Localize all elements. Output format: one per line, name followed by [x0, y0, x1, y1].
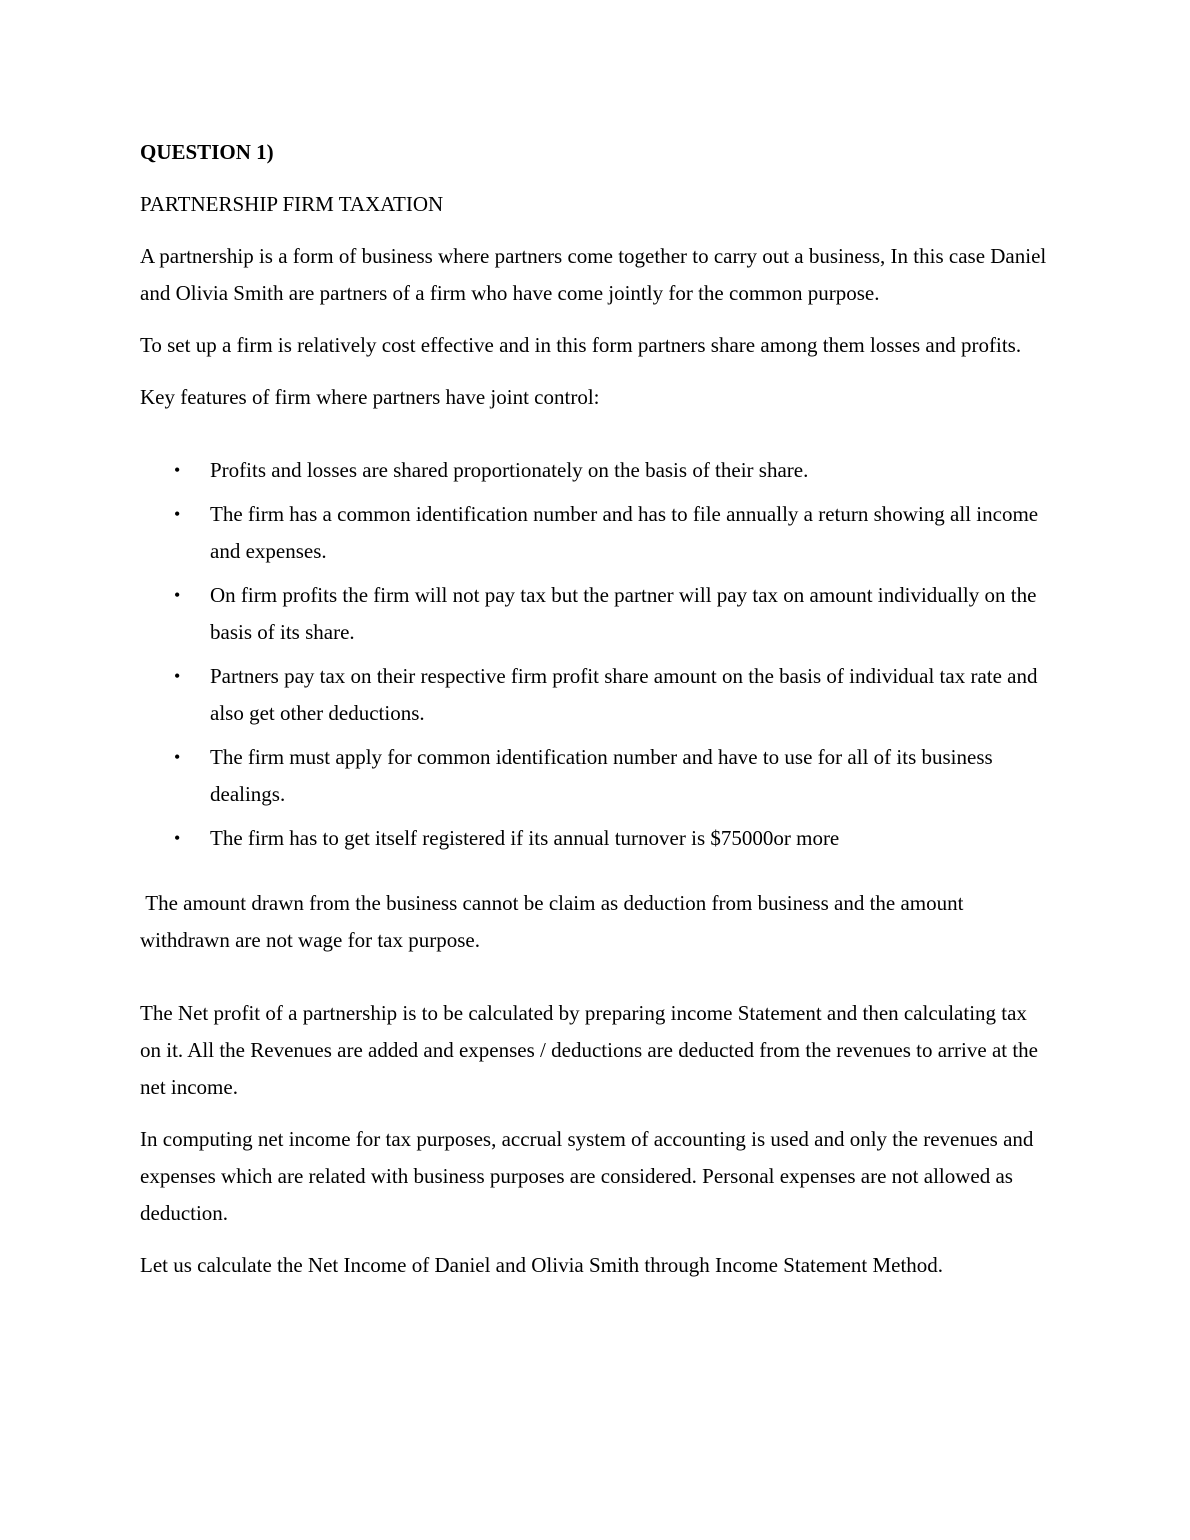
intro-paragraph-3: Key features of firm where partners have joint control: [140, 385, 600, 409]
bullet-icon: • [174, 460, 181, 480]
question-heading: QUESTION 1) [140, 140, 274, 164]
list-item [140, 739, 1050, 813]
list-item-text: The firm has a common identification number and has to file annually a return showing all income and expenses. [210, 502, 1039, 563]
list-item-text: Profits and losses are shared proportionately on the basis of their share. [210, 458, 809, 482]
section-title: PARTNERSHIP FIRM TAXATION [140, 192, 444, 216]
key-features-list [140, 452, 1050, 857]
document-body [140, 134, 1050, 1299]
bullet-icon: • [174, 504, 181, 524]
spacer [140, 974, 1050, 995]
intro-paragraph-2: To set up a firm is relatively cost effective and in this form partners share among them losses and profits. [140, 333, 1022, 357]
bullet-icon: • [174, 747, 181, 767]
list-item-text: The firm has to get itself registered if its annual turnover is $75000or more [210, 826, 840, 850]
list-item [140, 496, 1050, 570]
list-item-text: The firm must apply for common identification number and have to use for all of its business dealings. [210, 745, 993, 806]
list-item [140, 577, 1050, 651]
spacer [140, 864, 1050, 885]
net-profit-paragraph: The Net profit of a partnership is to be calculated by preparing income Statement and then calculating tax on it. All the Revenues are added and expenses / deductions are deducted from the revenues to arrive at the net income. [140, 1001, 1039, 1099]
accrual-paragraph: In computing net income for tax purposes, accrual system of accounting is used and only the revenues and expenses which are related with business purposes are considered. Personal expenses are not allowed as deduction. [140, 1127, 1034, 1225]
calculation-intro-paragraph: Let us calculate the Net Income of Daniel and Olivia Smith through Income Statement Method. [140, 1253, 944, 1277]
drawings-paragraph: The amount drawn from the business cannot be claim as deduction from business and the amount withdrawn are not wage for tax purpose. [140, 891, 969, 952]
list-item-text: On firm profits the firm will not pay tax but the partner will pay tax on amount individually on the basis of its share. [210, 583, 1037, 644]
list-item [140, 452, 1050, 489]
list-item-text: Partners pay tax on their respective firm profit share amount on the basis of individual tax rate and also get other deductions. [210, 664, 1038, 725]
spacer [140, 431, 1050, 452]
bullet-icon: • [174, 666, 181, 686]
list-item [140, 820, 1050, 857]
intro-paragraph-1: A partnership is a form of business where partners come together to carry out a business, In this case Daniel and Olivia Smith are partners of a firm who have come jointly for the common purpose. [140, 244, 1047, 305]
list-item [140, 658, 1050, 732]
bullet-icon: • [174, 585, 181, 605]
bullet-icon: • [174, 828, 181, 848]
